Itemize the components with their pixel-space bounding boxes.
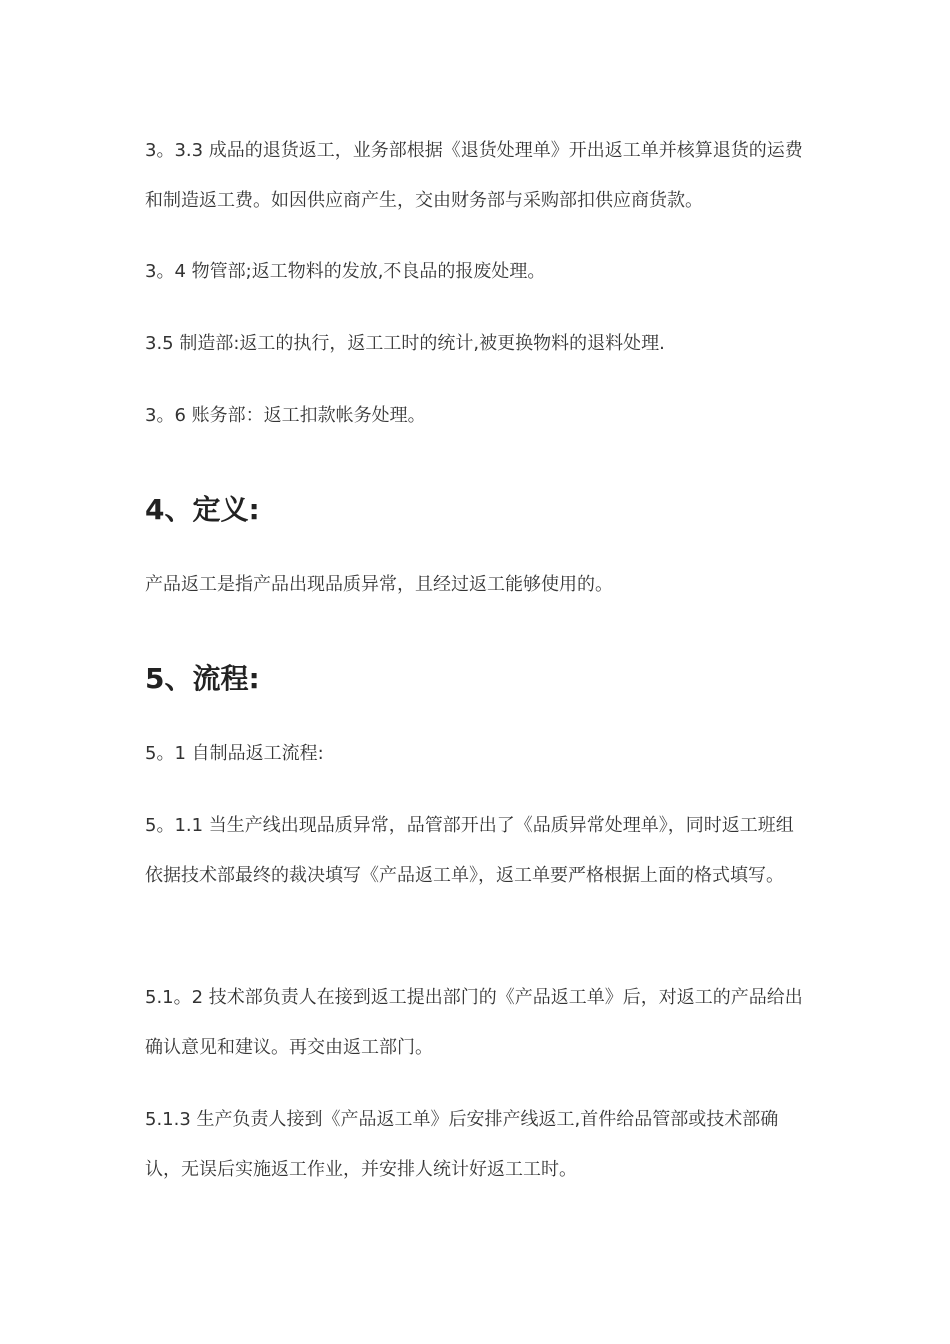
paragraph-5-1-3: 5.1.3 生产负责人接到《产品返工单》后安排产线返工,首件给品管部或技术部确认，无误后实施返工作业，并安排人统计好返工工时。 [145, 1109, 779, 1180]
paragraph-3-6: 3。6 账务部：返工扣款帐务处理。 [145, 405, 426, 426]
paragraph-5-1-1: 5。1.1 当生产线出现品质异常，品管部开出了《品质异常处理单》，同时返工班组依据技术部最终的裁决填写《产品返工单》，返工单要严格根据上面的格式填写。 [145, 815, 794, 886]
heading-process: 5、流程: [145, 662, 260, 695]
paragraph-3-5: 3.5 制造部:返工的执行，返工工时的统计,被更换物料的退料处理. [145, 333, 665, 354]
paragraph-definition: 产品返工是指产品出现品质异常，且经过返工能够使用的。 [145, 574, 613, 595]
paragraph-3-4: 3。4 物管部;返工物料的发放,不良品的报废处理。 [145, 261, 546, 282]
heading-definition: 4、定义: [145, 493, 260, 526]
paragraph-3-3-3: 3。3.3 成品的退货返工，业务部根据《退货处理单》开出返工单并核算退货的运费和制造返工费。如因供应商产生，交由财务部与采购部扣供应商货款。 [145, 140, 803, 211]
paragraph-5-1: 5。1 自制品返工流程: [145, 743, 324, 764]
paragraph-5-1-2: 5.1。2 技术部负责人在接到返工提出部门的《产品返工单》后，对返工的产品给出确认意见和建议。再交由返工部门。 [145, 987, 803, 1058]
